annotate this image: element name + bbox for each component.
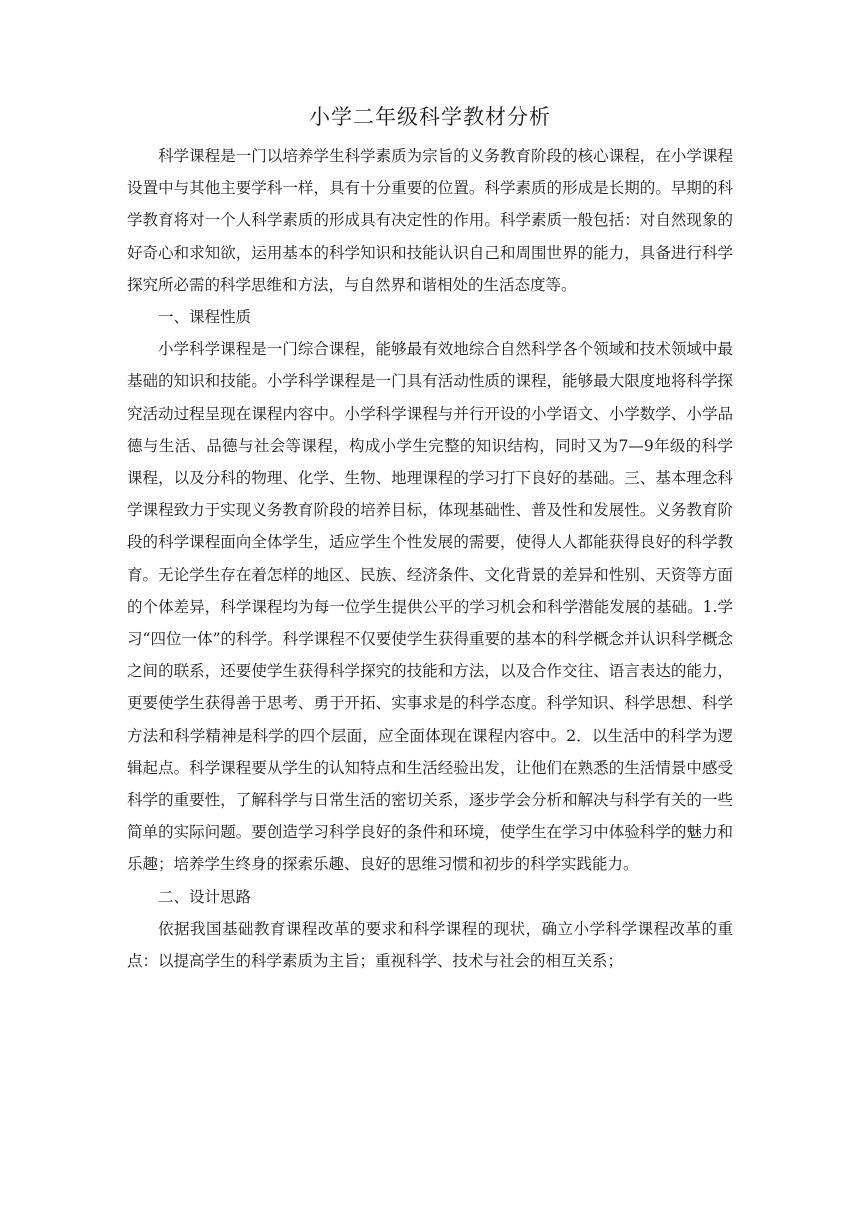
document-title: 小学二年级科学教材分析 bbox=[309, 105, 551, 129]
intro-paragraph: 科学课程是一门以培养学生科学素质为宗旨的义务教育阶段的核心课程，在小学课程设置中与其他主要学科一样，具有十分重要的位置。科学素质的形成是长期的。早期的科学教育将对一个人科学素质的形成具有决定性的作用。科学素质一般包括：对自然现象的好奇心和求知欲，运用基本的科学知识和技能认识自己和周围世界的能力，具备进行科学探究所必需的科学思维和方法，与自然界和谐相处的生活态度等。 bbox=[127, 147, 733, 294]
section-heading-course-nature: 一、课程性质 bbox=[158, 308, 252, 327]
section-heading-design-ideas: 二、设计思路 bbox=[158, 887, 252, 906]
document-body bbox=[127, 96, 733, 977]
section-body-course-nature: 小学科学课程是一门综合课程，能够最有效地综合自然科学各个领域和技术领域中最基础的知识和技能。小学科学课程是一门具有活动性质的课程，能够最大限度地将科学探究活动过程呈现在课程内容中。小学科学课程与并行开设的小学语文、小学数学、小学品德与生活、品德与社会等课程，构成小学生完整的知识结构，同时又为7—9年级的科学课程，以及分科的物理、化学、生物、地理课程的学习打下良好的基础。三、基本理念科学课程致力于实现义务教育阶段的培养目标，体现基础性、普及性和发展性。义务教育阶段的科学课程面向全体学生，适应学生个性发展的需要，使得人人都能获得良好的科学教育。无论学生存在着怎样的地区、民族、经济条件、文化背景的差异和性别、天资等方面的个体差异，科学课程均为每一位学生提供公平的学习机会和科学潜能发展的基础。1.学习“四位一体”的科学。科学课程不仅要使学生获得重要的基本的科学概念并认识科学概念之间的联系，还要使学生获得科学探究的技能和方法，以及合作交往、语言表达的能力，更要使学生获得善于思考、勇于开拓、实事求是的科学态度。科学知识、科学思想、科学方法和科学精神是科学的四个层面，应全面体现在课程内容中。2．以生活中的科学为逻辑起点。科学课程要从学生的认知特点和生活经验出发，让他们在熟悉的生活情景中感受科学的重要性，了解科学与日常生活的密切关系，逐步学会分析和解决与科学有关的一些简单的实际问题。要创造学习科学良好的条件和环境，使学生在学习中体验科学的魅力和乐趣；培养学生终身的探索乐趣、良好的思维习惯和初步的科学实践能力。 bbox=[127, 340, 733, 874]
section-body-design-ideas: 依据我国基础教育课程改革的要求和科学课程的现状，确立小学科学课程改革的重点：以提高学生的科学素质为主旨；重视科学、技术与社会的相互关系； bbox=[127, 919, 733, 971]
